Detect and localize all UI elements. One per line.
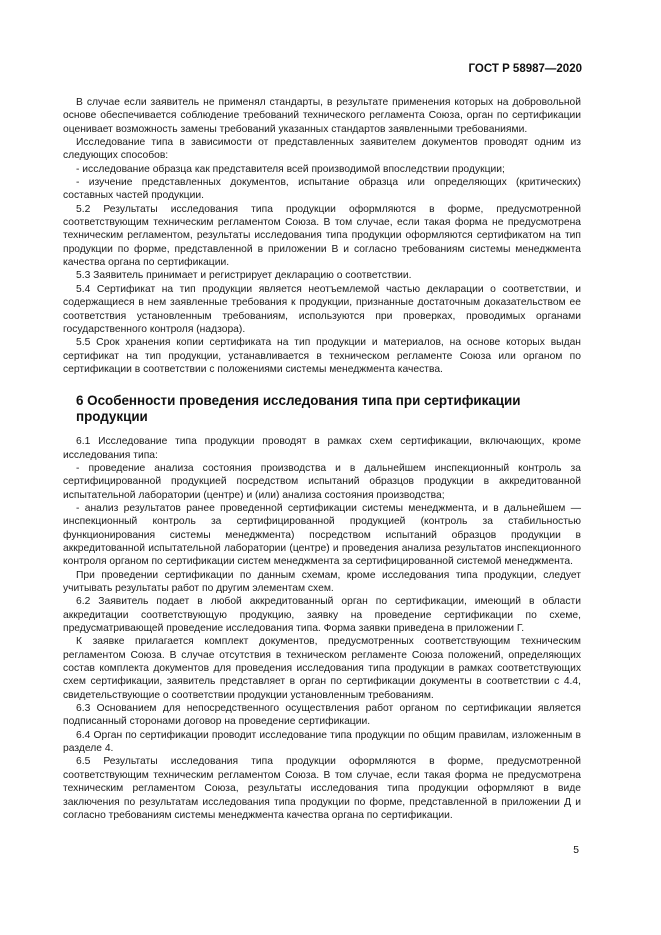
document-body: [63, 96, 581, 822]
paragraph: 6.4 Орган по сертификации проводит исследование типа продукции по общим правилам, изложенным в разделе 4.: [63, 729, 581, 755]
list-item: - изучение представленных документов, испытание образца или определяющих (критических) составных частей продукции.: [63, 177, 581, 202]
paragraph: 5.3 Заявитель принимает и регистрирует декларацию о соответствии.: [76, 270, 412, 282]
document-code: ГОСТ Р 58987—2020: [468, 63, 582, 75]
paragraph: 5.4 Сертификат на тип продукции является неотъемлемой частью декларации о соответствии, и содержащиеся в нем заявленные требования к продукции, признанные достаточным доказательством ее соответствия установленным требованиям, используются при проверках, проводимых органами государственного контроля (надзора).: [63, 283, 581, 335]
paragraph: 6.3 Основанием для непосредственного осуществления работ органом по сертификации является подписанный сторонами договор на проведение сертификации.: [63, 703, 581, 728]
paragraph: 6.5 Результаты исследования типа продукции оформляются в форме, предусмотренной соответствующим техническим регламентом Союза. В том случае, если такая форма не предусмотрена техническим регламентом Союза, результаты исследования типа продукции оформляют в виде заключения по результатам исследования типа продукции по форме, представленной в приложении Д и согласно требованиям системы менеджмента качества органа по сертификации.: [63, 756, 581, 821]
paragraph: Исследование типа в зависимости от представленных заявителем документов проводят одним из следующих способов:: [63, 137, 581, 162]
paragraph: 5.2 Результаты исследования типа продукции оформляются в форме, предусмотренной соответствующим техническим регламентом Союза. В том случае, если такая форма не предусмотрена техническим регламентом, результаты исследования типа продукции оформляются сертификатом на тип продукции по форме, представленной в приложении В и согласно требованиям системы менеджмента качества органа по сертификации.: [63, 203, 581, 269]
paragraph: К заявке прилагается комплект документов, предусмотренных соответствующим техническим регламентом Союза. В случае отсутствия в техническом регламенте Союза положений, определяющих состав комплекта документов для проведения исследования типа продукции в рамках соответствующих схем сертификации, заявитель представляет в орган по сертификации документы в соответствии с 4.4, свидетельствующие о соответствии продукции установленным требованиям.: [63, 636, 581, 701]
list-item: - исследование образца как представителя всей производимой впоследствии продукции;: [76, 163, 505, 175]
page-number: 5: [573, 845, 579, 856]
paragraph: 6.1 Исследование типа продукции проводят в рамках схем сертификации, включающих, кроме исследования типа:: [63, 436, 581, 461]
paragraph: 6.2 Заявитель подает в любой аккредитованный орган по сертификации, имеющий в области аккредитации соответствующую продукцию, заявку на проведение сертификации по схеме, предусматривающей проведение исследования типа. Форма заявки приведена в приложении Г.: [63, 596, 581, 635]
list-item: - проведение анализа состояния производства и в дальнейшем инспекционный контроль за сертифицированной продукцией посредством испытаний образцов продукции в аккредитованной испытательной лаборатории (центре) и (или) анализа состояния производства;: [63, 462, 581, 501]
list-item: - анализ результатов ранее проведенной сертификации системы менеджмента, и в дальнейшем — инспекционный контроль за сертифицированной продукцией (контроль за стабильностью функционирования системы менеджмента) посредством испытаний образцов продукции в аккредитованной испытательной лаборатории (центре) и проведения анализа результатов инспекционного контроля органом по сертификации систем менеджмента за сертифицированной системой менеджмента.: [63, 502, 581, 568]
paragraph: 5.5 Срок хранения копии сертификата на тип продукции и материалов, на основе которых выдан сертификат на тип продукции, устанавливается в техническом регламенте Союза или органом по сертификации в соответствии с положениями системы менеджмента качества.: [63, 337, 581, 375]
paragraph: В случае если заявитель не применял стандарты, в результате применения которых на добровольной основе обеспечивается соблюдение требований технического регламента Союза, орган по сертификации оценивает возможность замены требований указанных стандартов заявленными требованиями.: [63, 97, 581, 135]
paragraph: При проведении сертификации по данным схемам, кроме исследования типа продукции, следует учитывать результаты работ по другим элементам схем.: [63, 569, 581, 594]
section-heading: 6 Особенности проведения исследования типа при сертификации продукции: [76, 393, 521, 425]
